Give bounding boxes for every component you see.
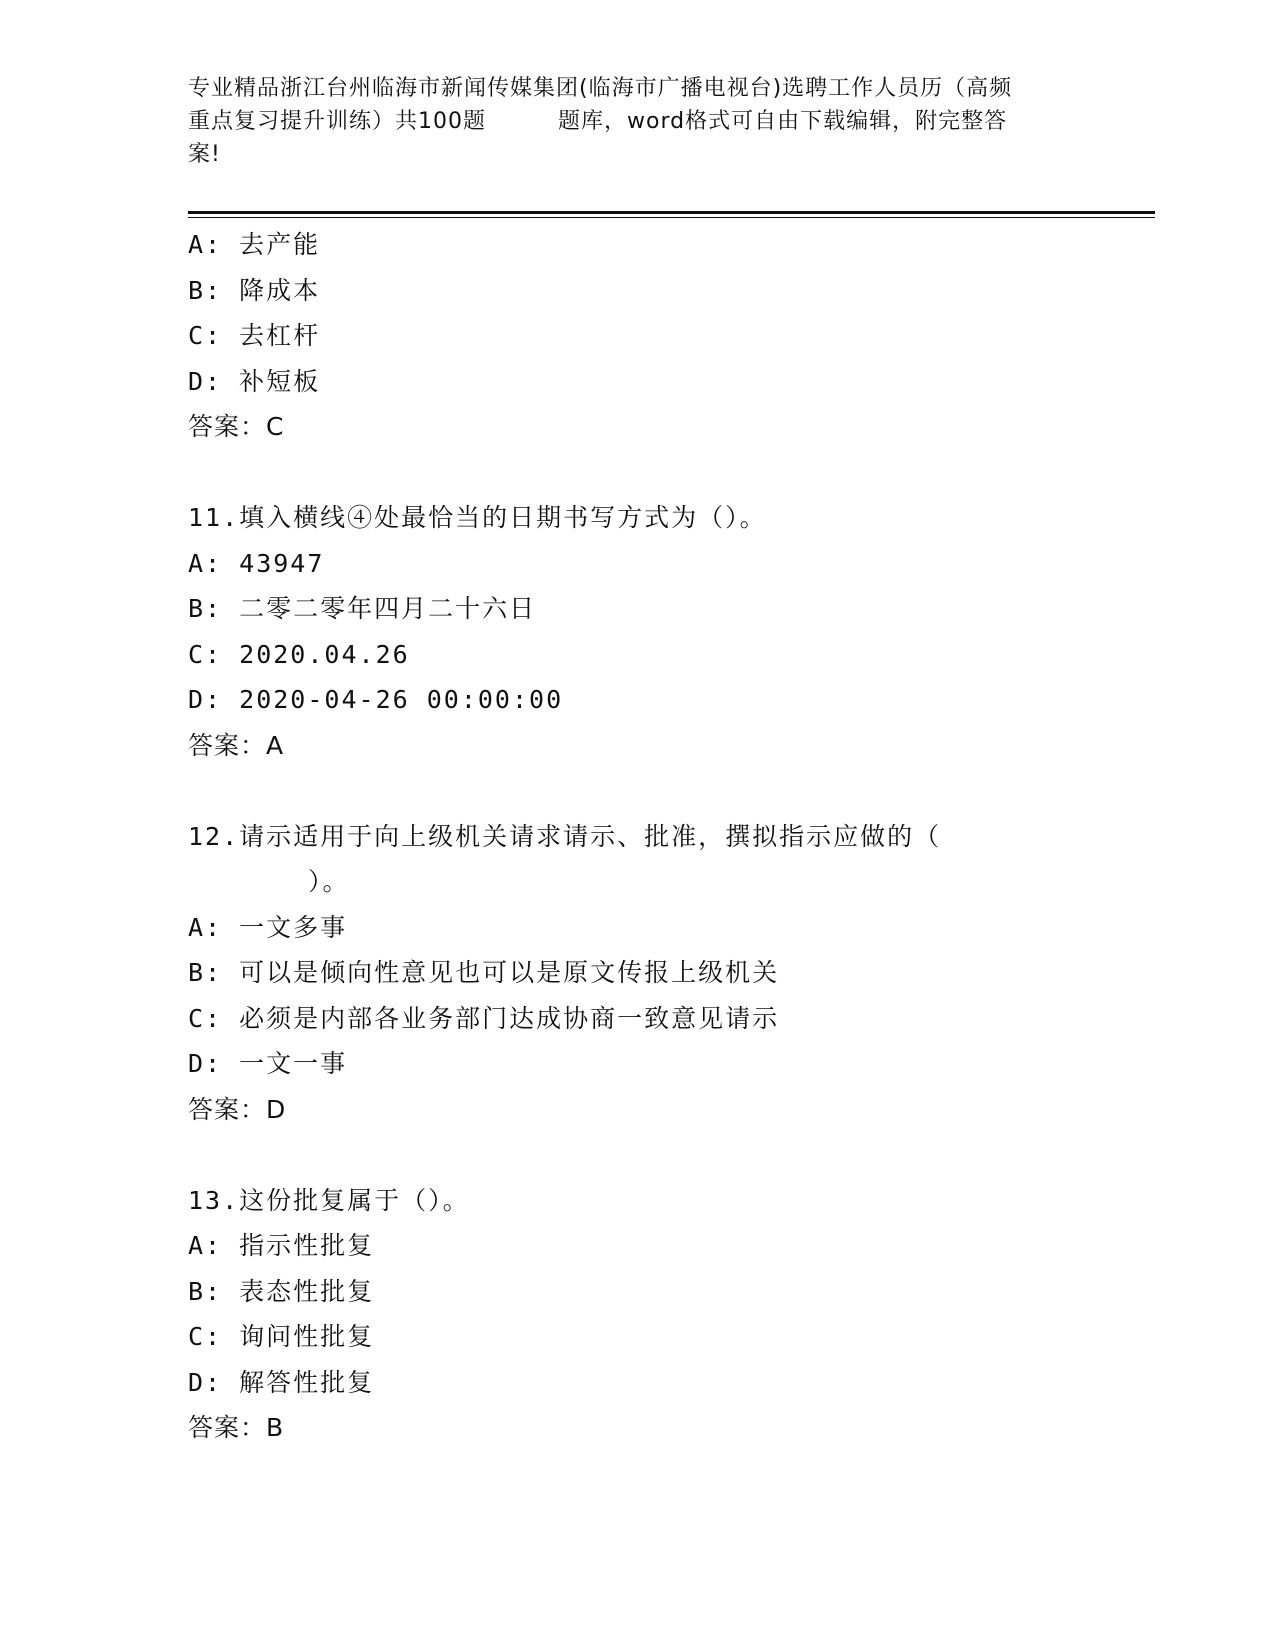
option-c: C: 2020.04.26 [188,639,410,669]
answer-text: 答案：D [188,1094,287,1124]
header-line-2-part-1: 重点复习提升训练）共100题 [188,109,486,134]
header-line-3: 案! [188,142,221,167]
option-b: B: 降成本 [188,275,321,305]
header-line-2 [188,105,1088,138]
question-stem: 11.填入横线④处最恰当的日期书写方式为（）。 [188,503,767,532]
answer-text: 答案：A [188,730,285,760]
option-b: B: 可以是倾向性意见也可以是原文传报上级机关 [188,958,780,987]
question-stem-continued: ）。 [308,867,350,896]
option-a: A: 43947 [188,548,325,578]
option-c: C: 去杠杆 [188,321,321,350]
option-b: B: 二零二零年四月二十六日 [188,594,537,623]
answer-text: 答案：B [188,1413,285,1442]
question-12 [188,814,1148,1133]
option-b: B: 表态性批复 [188,1276,375,1306]
option-a: A: 指示性批复 [188,1231,375,1260]
question-list [188,222,1148,1451]
question-stem: 12.请示适用于向上级机关请求请示、批准，撰拟指示应做的（ [188,821,942,851]
header-line-1: 专业精品浙江台州临海市新闻传媒集团(临海市广播电视台)选聘工作人员历（高频 [188,76,1013,101]
spacer [188,768,1148,814]
question-10 [188,222,1148,450]
option-a: A: 一文多事 [188,912,348,942]
option-d: D: 2020-04-26 00:00:00 [188,685,564,714]
question-stem: 13.这份批复属于（）。 [188,1185,470,1215]
option-d: D: 补短板 [188,366,321,396]
option-c: C: 必须是内部各业务部门达成协商一致意见请示 [188,1003,780,1033]
header-divider-thin [188,217,1155,218]
document-header [188,72,1088,171]
spacer [188,1132,1148,1178]
answer-text: 答案：C [188,412,285,441]
question-13 [188,1178,1148,1451]
header-line-2-part-2: 题库，word格式可自由下载编辑，附完整答 [558,109,1008,134]
option-a: A: 去产能 [188,230,321,259]
option-d: D: 一文一事 [188,1049,348,1078]
header-divider-thick [188,211,1155,214]
spacer [188,450,1148,496]
option-c: C: 询问性批复 [188,1322,375,1351]
option-d: D: 解答性批复 [188,1367,375,1397]
question-11 [188,495,1148,768]
